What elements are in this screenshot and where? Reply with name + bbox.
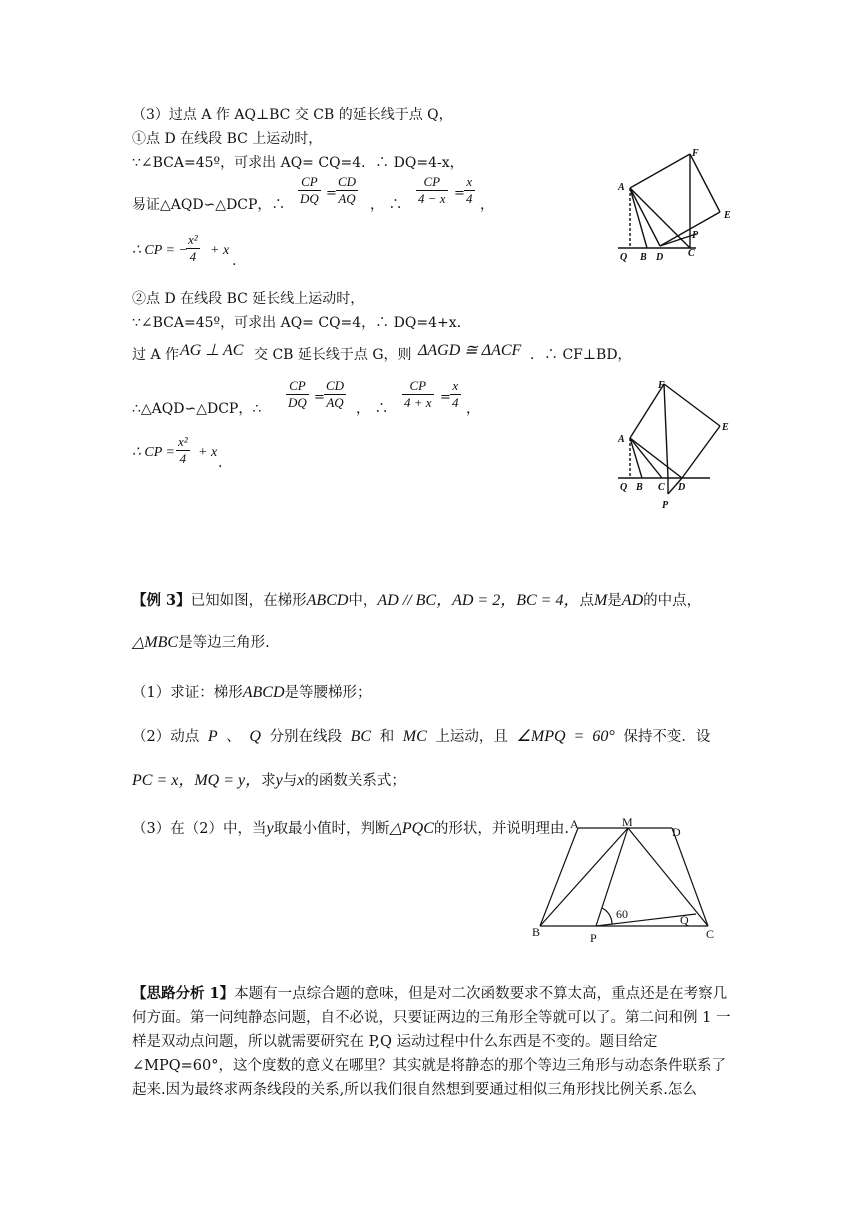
figure-3-trapezoid-diagram <box>530 815 726 945</box>
case2-sep: ， ∴ <box>356 401 389 417</box>
point-label: Q <box>620 252 628 263</box>
case2-result-prefix: ∴ CP = <box>132 445 175 460</box>
point-label: P <box>590 931 597 945</box>
case1-frac2: $\frac{CD}{AQ}$ <box>338 174 357 206</box>
period: . <box>218 455 223 471</box>
point-label: B <box>636 482 643 493</box>
figure-1-square-diagram <box>612 148 742 264</box>
case1-similar: 易证△AQD∽△DCP，∴ <box>132 197 286 213</box>
analysis-paragraph: 【思路分析 1】本题有一点综合题的意味，但是对二次函数要求不算太高，重点还是在考察几何方面。第一问纯静态问题，自不必说，只要证两边的三角形全等就可以了。第二问和例 1 一样是双动点问题，所以就需要研究在 P,Q 运动过程中什么东西是不变的。题目给定∠MPQ=60°，这个度数的意义在哪里？其实就是将静态的那个等边三角形与动态条件联系了起来.因为最终求两条线段的关系,所以我们很自然想到要通过相似三角形找比例关系.怎么 <box>132 985 731 1098</box>
case2-g-expr1: AG ⊥ AC <box>180 342 244 359</box>
equals-sign: = <box>314 390 325 405</box>
point-label: D <box>656 252 664 263</box>
example3-mbc: △MBC是等边三角形. <box>132 634 270 651</box>
section3-line1: （3）过点 A 作 AQ⊥BC 交 CB 的延长线于点 Q， <box>132 107 453 123</box>
point-label: A <box>618 434 625 445</box>
point-label: P <box>662 500 669 511</box>
case1-frac1: $\frac{CP}{DQ}$ <box>300 174 319 206</box>
case2-title: ②点 D 在线段 BC 延长线上运动时， <box>132 291 365 307</box>
example3-q2-line2: PC = x，MQ = y，求y与x的函数关系式； <box>132 772 406 789</box>
period: . <box>232 253 237 269</box>
case1-sep: ， ∴ <box>370 197 403 213</box>
case2-frac4: $\frac{x}{4}$ <box>452 378 459 410</box>
case1-given: ∵∠BCA=45º，可求出 AQ= CQ=4．∴ DQ=4-x， <box>132 155 464 171</box>
case2-frac3: $\frac{CP}{4 + x}$ <box>404 378 432 410</box>
case2-result-frac: $\frac{\text{x²}}{4}$ <box>178 434 188 466</box>
case1-result-prefix: ∴ CP = − <box>132 243 188 258</box>
case2-similar: ∴△AQD∽△DCP，∴ <box>132 401 262 417</box>
point-label: P <box>692 230 699 241</box>
case1-frac3: $\frac{CP}{4 - x}$ <box>418 174 446 206</box>
example3-q2: （2）动点 P 、 Q 分别在线段 BC 和 MC 上运动，且 ∠MPQ = 60° 保持不变．设 <box>132 728 711 745</box>
point-label: A <box>570 817 579 831</box>
point-label: C <box>688 248 695 259</box>
case1-frac4: $\frac{x}{4}$ <box>466 174 473 206</box>
point-label: F <box>658 380 665 391</box>
point-label: A <box>618 182 625 193</box>
point-label: C <box>706 927 715 941</box>
example3-q3: （3）在（2）中，当y取最小值时，判断△PQC的形状，并说明理由. <box>132 820 569 837</box>
point-label: B <box>532 925 541 939</box>
point-label: F <box>692 148 699 159</box>
case1-result-suffix: + x <box>210 243 230 258</box>
point-label: Q <box>680 913 689 927</box>
case2-g-expr2: ΔAGD ≅ ΔACF <box>418 342 522 359</box>
case2-g-suffix: ．∴ CF⊥BD， <box>530 347 632 363</box>
equals-sign: = <box>326 186 337 201</box>
case2-g-mid: 交 CB 延长线于点 G，则 <box>254 347 412 363</box>
point-label: E <box>724 210 731 221</box>
case2-g-prefix: 过 A 作 <box>132 347 180 363</box>
case2-given: ∵∠BCA=45º，可求出 AQ= CQ=4，∴ DQ=4+x. <box>132 315 462 331</box>
figure-2-square-diagram <box>612 378 742 510</box>
case2-frac1: $\frac{CP}{DQ}$ <box>288 378 307 410</box>
point-label: D <box>672 825 681 839</box>
example3-q1: （1）求证：梯形ABCD是等腰梯形； <box>132 684 372 701</box>
angle-label: 60 <box>616 907 628 921</box>
point-label: B <box>640 252 647 263</box>
comma: ， <box>480 197 494 213</box>
case1-title: ①点 D 在线段 BC 上运动时， <box>132 131 323 147</box>
point-label: C <box>658 482 665 493</box>
point-label: M <box>622 815 633 829</box>
comma: ， <box>466 401 480 417</box>
point-label: D <box>678 482 686 493</box>
example3-intro: 【例 3】已知如图，在梯形ABCD中，AD // BC，AD = 2，BC = 4，点M是AD的中点， <box>132 592 702 609</box>
point-label: Q <box>620 482 628 493</box>
equals-sign: = <box>454 186 465 201</box>
point-label: E <box>722 422 729 433</box>
case2-result-suffix: + x <box>198 445 218 460</box>
case1-result-frac: $\frac{\text{x²}}{4}$ <box>188 232 198 264</box>
case2-frac2: $\frac{CD}{AQ}$ <box>326 378 345 410</box>
equals-sign: = <box>440 390 451 405</box>
